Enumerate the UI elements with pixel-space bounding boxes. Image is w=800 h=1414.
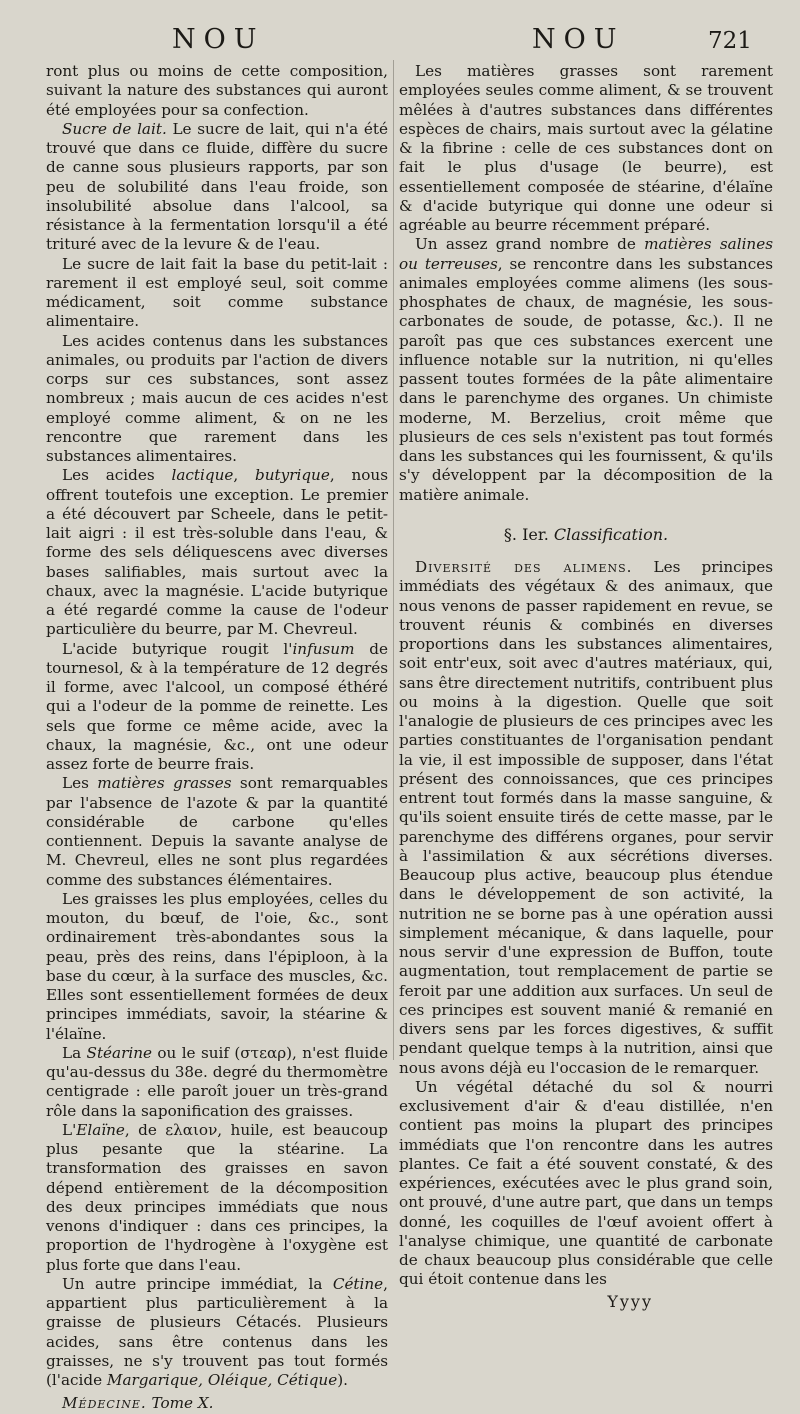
section-number: §. Ier.	[503, 524, 549, 544]
paragraph: Les matières grasses sont remarquables par l'absence de l'azote & par la quantité considérable de carbone qu'elles contiennent. Depuis la savante analyse de M. Chevreul, elles ne sont plus regardées comme des substances élémentaires.	[46, 774, 388, 889]
paragraph: Un assez grand nombre de matières salines ou terreuses, se rencontre dans les substances animales employées comme alimens (les sous-phosphates de chaux, de magnésie, les sous-carbonates de soude, de potasse, &c.). Il ne paroît pas que ces substances exercent une influence notable sur la nutrition, ni qu'elles passent toutes formées de la pâte alimentaire dans le parenchyme des organes. Un chimiste moderne, M. Berzelius, croit même que plusieurs de ces sels n'existent pas tout formés dans les substances qui les fournissent, & qu'ils s'y développent par la décomposition de la matière animale.	[399, 235, 773, 504]
paragraph: Les acides lactique, butyrique, nous offrent toutefois une exception. Le premier a été découvert par Scheele, dans le petit-lait aigri : il est très-soluble dans l'eau, & forme des sels déliquescens avec diverses bases salifiables, mais surtout avec la chaux, avec la magnésie. L'acide butyrique a été regardé comme la cause de l'odeur particulière du beurre, par M. Chevreul.	[46, 466, 388, 639]
term-italic: Margarique, Oléique, Cétique	[106, 1371, 338, 1389]
term-italic: Stéarine	[86, 1043, 152, 1062]
paragraph: Le sucre de lait fait la base du petit-lait : rarement il est employé seul, soit comme médicament, soit comme substance alimentaire.	[46, 254, 388, 331]
term-italic: Elaïne	[76, 1120, 125, 1139]
paragraph: L'acide butyrique rougit l'infusum de tournesol, & à la température de 12 degrés il forme, avec l'alcool, un composé éthéré qui a l'odeur de la pomme de reinette. Les sels que forme ce même acide, avec la chaux, la magnésie, &c., ont une odeur assez forte de beurre frais.	[46, 639, 388, 773]
running-head-left: NOU	[172, 24, 265, 55]
right-column	[399, 62, 773, 1311]
signature-line	[46, 1394, 388, 1413]
term-italic: matières grasses	[97, 774, 232, 793]
paragraph: Diversité des alimens. Les principes immédiats des végétaux & des animaux, que nous venons de passer rapidement en revue, se trouvent réunis & combinés en diverses proportions dans les substances alimentaires, soit entr'eux, soit avec d'autres matériaux, qui, sans être directement nutritifs, contribuent plus ou moins à la digestion. Quelle que soit l'analogie de plusieurs de ces principes avec les parties constituantes de l'organisation pendant la vie, il est impossible de supposer, dans l'état présent des connoissances, que ces principes entrent tout formés dans la masse sanguine, & qu'ils soient ensuite tirés de cette masse, par le parenchyme des différens organes, pour servir à l'assimilation & aux sécrétions diverses. Beaucoup plus active, beaucoup plus étendue dans le développement de son activité, la nutrition ne se borne pas à une opération aussi simplement mécanique, & dans laquelle, pour nous servir d'une expression de Buffon, toute augmentation, tout remplacement de partie se feroit par une addition aux surfaces. Un seul de ces principes est souvent manié & remanié en divers sens par les forces digestives, & suffit pendant quelque temps à la nutrition, ainsi que nous avons déjà eu l'occasion de le remarquer.	[399, 558, 773, 1077]
volume-signature: Médecine.	[62, 1394, 147, 1413]
term-italic: matières salines ou terreuses	[399, 235, 773, 273]
paragraph: Les graisses les plus employées, celles du mouton, du bœuf, de l'oie, &c., sont ordinairement très-abondantes sous la peau, près des reins, dans l'épiploon, à la base du cœur, à la surface des muscles, &c. Elles sont essentiellement formées de deux principes immédiats, savoir, la stéarine & l'élaïne.	[46, 889, 388, 1043]
paragraph: Un autre principe immédiat, la Cétine, appartient plus particulièrement à la graisse de plusieurs Cétacés. Plusieurs acides, sans être contenus dans les graisses, ne s'y trouvent pas tout formés (l'acide Margarique, Oléique, Cétique).	[46, 1274, 388, 1389]
run-in-heading: Diversité des alimens.	[415, 558, 633, 576]
section-heading	[399, 525, 773, 544]
paragraph: Les acides contenus dans les substances animales, ou produits par l'action de divers corps sur ces substances, sont assez nombreux ; mais aucun de ces acides n'est employé comme aliment, & on ne les rencontre que rarement dans les substances alimentaires.	[46, 331, 388, 465]
section-title: Classification.	[553, 524, 669, 544]
signature-mark: Yyyy	[607, 1291, 653, 1311]
running-head-right: NOU	[532, 24, 625, 55]
paragraph: La Stéarine ou le suif (στεαρ), n'est fluide qu'au-dessus du 38e. degré du thermomètre centigrade : elle paroît jouer un très-grand rôle dans la saponification des graisses.	[46, 1043, 388, 1120]
running-head	[0, 24, 800, 58]
paragraph: Les matières grasses sont rarement employées seules comme aliment, & se trouvent mêlées à d'autres substances dans différentes espèces de chairs, mais surtout avec la gélatine & la fibrine : celle de ces substances dont on fait le plus d'usage (le beurre), est essentiellement composée de stéarine, d'élaïne & d'acide butyrique qui donne une odeur si agréable au beurre récemment préparé.	[399, 62, 773, 234]
paragraph: L'Elaïne, de ελαιον, huile, est beaucoup plus pesante que la stéarine. La transformation des graisses en savon dépend entièrement de la décomposition des deux principes immédiats que nous venons d'indiquer : dans ces principes, la proportion de l'hydrogène à l'oxygène est plus forte que dans l'eau.	[46, 1120, 388, 1274]
left-column	[46, 62, 388, 1414]
term-italic: infusum	[292, 639, 355, 658]
paragraph: Un végétal détaché du sol & nourri exclusivement d'air & d'eau distillée, n'en contient pas moins la plupart des principes immédiats que l'on rencontre dans les autres plantes. Ce fait a été souvent constaté, & des expériences, exécutées avec le plus grand soin, ont prouvé, d'une autre part, que dans un temps donné, les coquilles de l'œuf avoient offert à l'analyse chimique, une quantité de carbonate de chaux beaucoup plus considérable que celle qui étoit contenue dans les	[399, 1077, 773, 1289]
paragraph: ront plus ou moins de cette composition, suivant la nature des substances qui auront été employées pour sa confection.	[46, 62, 388, 119]
term-italic: butyrique	[255, 466, 330, 485]
term-italic: Sucre de lait.	[62, 119, 167, 138]
term-italic: lactique	[171, 466, 234, 485]
column-divider	[393, 60, 394, 1060]
paragraph: Sucre de lait. Le sucre de lait, qui n'a été trouvé que dans ce fluide, diffère du sucre de canne sous plusieurs rapports, par son peu de solubilité dans l'eau froide, son insolubilité absolue dans l'alcool, sa résistance à la fermentation lorsqu'il a été trituré avec de la levure & de l'eau.	[46, 119, 388, 254]
page-number: 721	[708, 28, 752, 54]
term-italic: Cétine	[332, 1274, 384, 1293]
volume-number: Tome X.	[151, 1394, 214, 1413]
